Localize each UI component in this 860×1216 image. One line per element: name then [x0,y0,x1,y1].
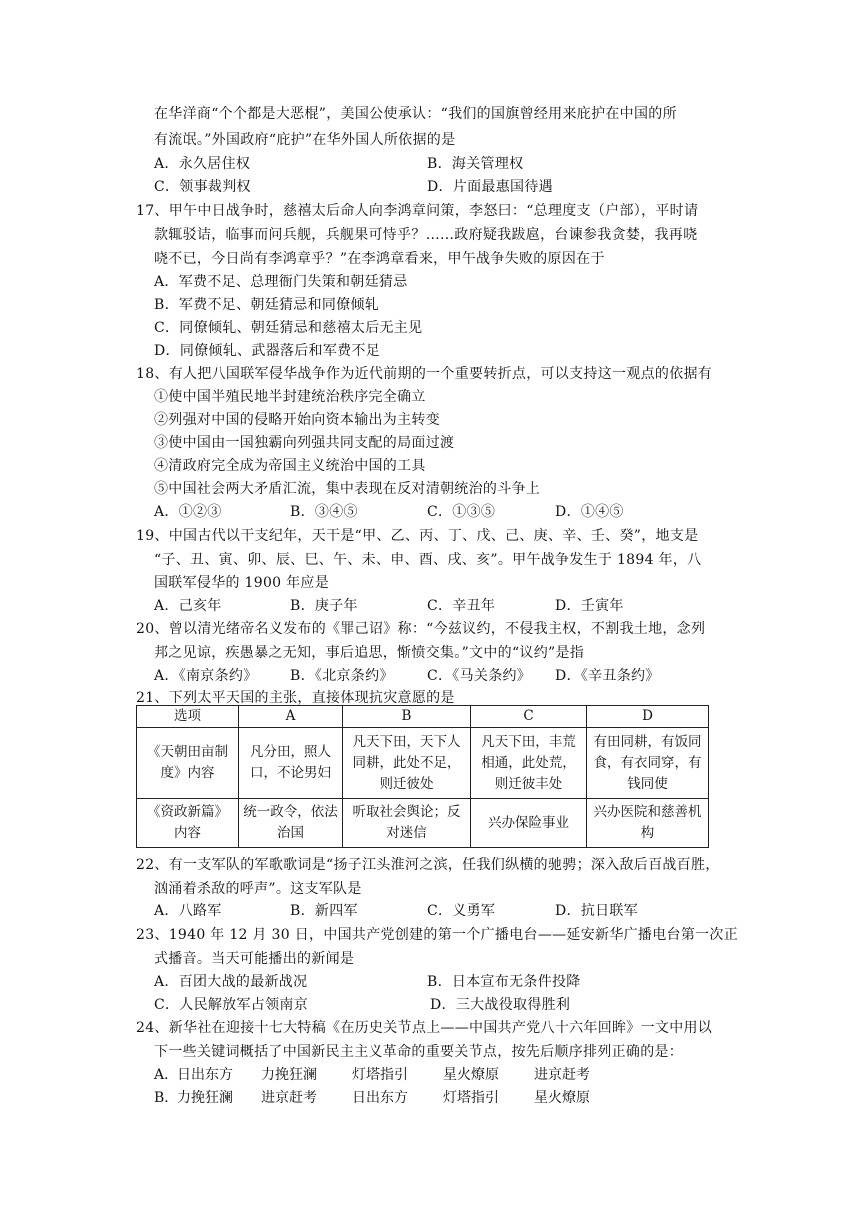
q18-option-b[interactable]: B．③④⑤ [290,504,358,520]
q22-option-c[interactable]: C．义勇军 [427,903,496,919]
q23-option-b[interactable]: B．日本宣布无条件投降 [427,974,581,990]
sequence-term: 日出东方 [352,1090,408,1106]
table-cell: 凡天下田，天下人同耕，此处不足，则迁彼处 [343,728,471,799]
q23-stem-line-1: 23、1940 年 12 月 30 日，中国共产党创建的第一个广播电台——延安新华广播电台第一次正 [136,927,739,943]
option-letter: B． [154,1090,179,1106]
table-header-cell[interactable]: C [471,706,587,728]
table-row [137,799,709,848]
q23-option-d[interactable]: D．三大战役取得胜利 [430,997,571,1013]
table-cell: 凡分田，照人口，不论男妇 [239,728,343,799]
q23-option-a[interactable]: A．百团大战的最新战况 [154,974,308,990]
table-header-row [137,706,709,728]
q19-option-d[interactable]: D．壬寅年 [555,598,624,614]
q18-item-2: ②列强对中国的侵略开始向资本输出为主转变 [154,412,440,428]
option-letter: A． [154,1067,179,1083]
table-cell: 听取社会舆论；反对迷信 [343,799,471,848]
q18-stem: 18、有人把八国联军侵华战争作为近代前期的一个重要转折点，可以支持这一观点的依据有 [136,366,713,382]
q20-option-b[interactable]: B．《北京条约》 [290,668,394,684]
q18-option-c[interactable]: C．①③⑤ [427,504,496,520]
table-cell: 兴办医院和慈善机构 [587,799,709,848]
table-cell-label: 《资政新篇》内容 [137,799,239,848]
q18-option-d[interactable]: D．①④⑤ [555,504,624,520]
q17-option-a[interactable]: A．军费不足、总理衙门失策和朝廷猜忌 [154,274,408,290]
sequence-term: 星火燎原 [534,1090,590,1106]
table-cell: 统一政令，依法治国 [239,799,343,848]
q17-stem-line-1: 17、甲午中日战争时，慈禧太后命人向李鸿章问策，李怒曰：“总理度支（户部），平时请 [136,203,699,219]
sequence-term: 灯塔指引 [443,1090,499,1106]
q17-option-b[interactable]: B．军费不足、朝廷猜忌和同僚倾轧 [154,297,380,313]
q18-option-a[interactable]: A．①②③ [154,504,222,520]
q21-options-table [136,705,709,848]
q16-option-a[interactable]: A．永久居住权 [154,156,251,172]
q22-stem-line-1: 22、有一支军队的军歌歌词是“扬子江头淮河之滨，任我们纵横的驰骋；深入敌后百战百胜， [136,857,720,873]
q19-option-b[interactable]: B．庚子年 [290,598,358,614]
q16-option-d[interactable]: D．片面最惠国待遇 [427,179,553,195]
q18-item-1: ①使中国半殖民地半封建统治秩序完全确立 [154,389,426,405]
q19-option-c[interactable]: C．辛丑年 [427,598,496,614]
q18-item-4: ④清政府完全成为帝国主义统治中国的工具 [154,458,426,474]
sequence-term: 进京赶考 [261,1090,317,1106]
q23-option-c[interactable]: C．人民解放军占领南京 [154,997,309,1013]
q20-stem-line-1: 20、曾以清光绪帝名义发布的《罪己诏》称：“今兹议约，不侵我主权，不割我土地，念列 [136,621,706,637]
table-header-cell[interactable]: A [239,706,343,728]
q19-option-a[interactable]: A．己亥年 [154,598,222,614]
table-header-cell[interactable]: D [587,706,709,728]
q24-stem-line-2: 下一些关键词概括了中国新民主主义革命的重要关节点，按先后顺序排列正确的是： [154,1044,684,1060]
q16-stem-line-2: 有流氓。”外国政府“庇护”在华外国人所依据的是 [154,132,456,148]
q22-stem-line-2: 汹涌着杀敌的呼声”。这支军队是 [154,881,362,897]
sequence-term: 日出东方 [177,1067,233,1083]
table-cell-label: 《天朝田亩制度》内容 [137,728,239,799]
q17-stem-line-2: 款辄驳诘，临事而问兵舰，兵舰果可恃乎？……政府疑我跋扈，台谏参我贪婪，我再哓 [154,227,698,243]
q16-option-c[interactable]: C．领事裁判权 [154,179,251,195]
sequence-term: 灯塔指引 [352,1067,408,1083]
q20-option-d[interactable]: D．《辛丑条约》 [555,668,660,684]
table-header-cell[interactable]: B [343,706,471,728]
sequence-term: 星火燎原 [443,1067,499,1083]
table-cell: 凡天下田，丰荒相通，此处荒，则迁彼丰处 [471,728,587,799]
q19-stem-line-3: 国联军侵华的 1900 年应是 [154,575,330,591]
q18-item-5: ⑤中国社会两大矛盾汇流，集中表现在反对清朝统治的斗争上 [154,481,541,497]
q19-stem-line-1: 19、中国古代以干支纪年，天干是“甲、乙、丙、丁、戊、己、庚、辛、壬、癸”，地支是 [136,528,699,544]
table-cell: 兴办保险事业 [471,799,587,848]
q18-item-3: ③使中国由一国独霸向列强共同支配的局面过渡 [154,435,455,451]
q16-stem-line-1: 在华洋商“个个都是大恶棍”，美国公使承认：“我们的国旗曾经用来庇护在中国的所 [154,106,677,122]
table-row [137,728,709,799]
q20-stem-line-2: 邦之见谅，疾愚暴之无知，事后追思，惭愤交集。”文中的“议约”是指 [154,645,585,661]
q21-stem: 21、下列太平天国的主张，直接体现抗灾意愿的是 [136,690,455,706]
q17-stem-line-3: 哓不已，今日尚有李鸿章乎？”在李鸿章看来，甲午战争失败的原因在于 [154,251,605,267]
q22-option-d[interactable]: D．抗日联军 [555,903,639,919]
q17-option-c[interactable]: C．同僚倾轧、朝廷猜忌和慈禧太后无主见 [154,320,423,336]
q24-stem-line-1: 24、新华社在迎接十七大特稿《在历史关节点上——中国共产党八十六年回眸》一文中用以 [136,1020,713,1036]
q23-stem-line-2: 式播音。当天可能播出的新闻是 [154,951,355,967]
q17-option-d[interactable]: D．同僚倾轧、武器落后和军费不足 [154,343,381,359]
sequence-term: 力挽狂澜 [177,1090,233,1106]
q20-option-c[interactable]: C．《马关条约》 [427,668,532,684]
q19-stem-line-2: “子、丑、寅、卯、辰、巳、午、未、申、酉、戌、亥”。甲午战争发生于 1894 年，八 [154,552,702,568]
table-cell: 有田同耕，有饭同食，有衣同穿，有钱同使 [587,728,709,799]
q22-option-b[interactable]: B．新四军 [290,903,358,919]
q16-option-b[interactable]: B．海关管理权 [427,156,524,172]
sequence-term: 力挽狂澜 [261,1067,317,1083]
sequence-term: 进京赶考 [534,1067,590,1083]
table-header-cell: 选项 [137,706,239,728]
q22-option-a[interactable]: A．八路军 [154,903,222,919]
q20-option-a[interactable]: A．《南京条约》 [154,668,258,684]
